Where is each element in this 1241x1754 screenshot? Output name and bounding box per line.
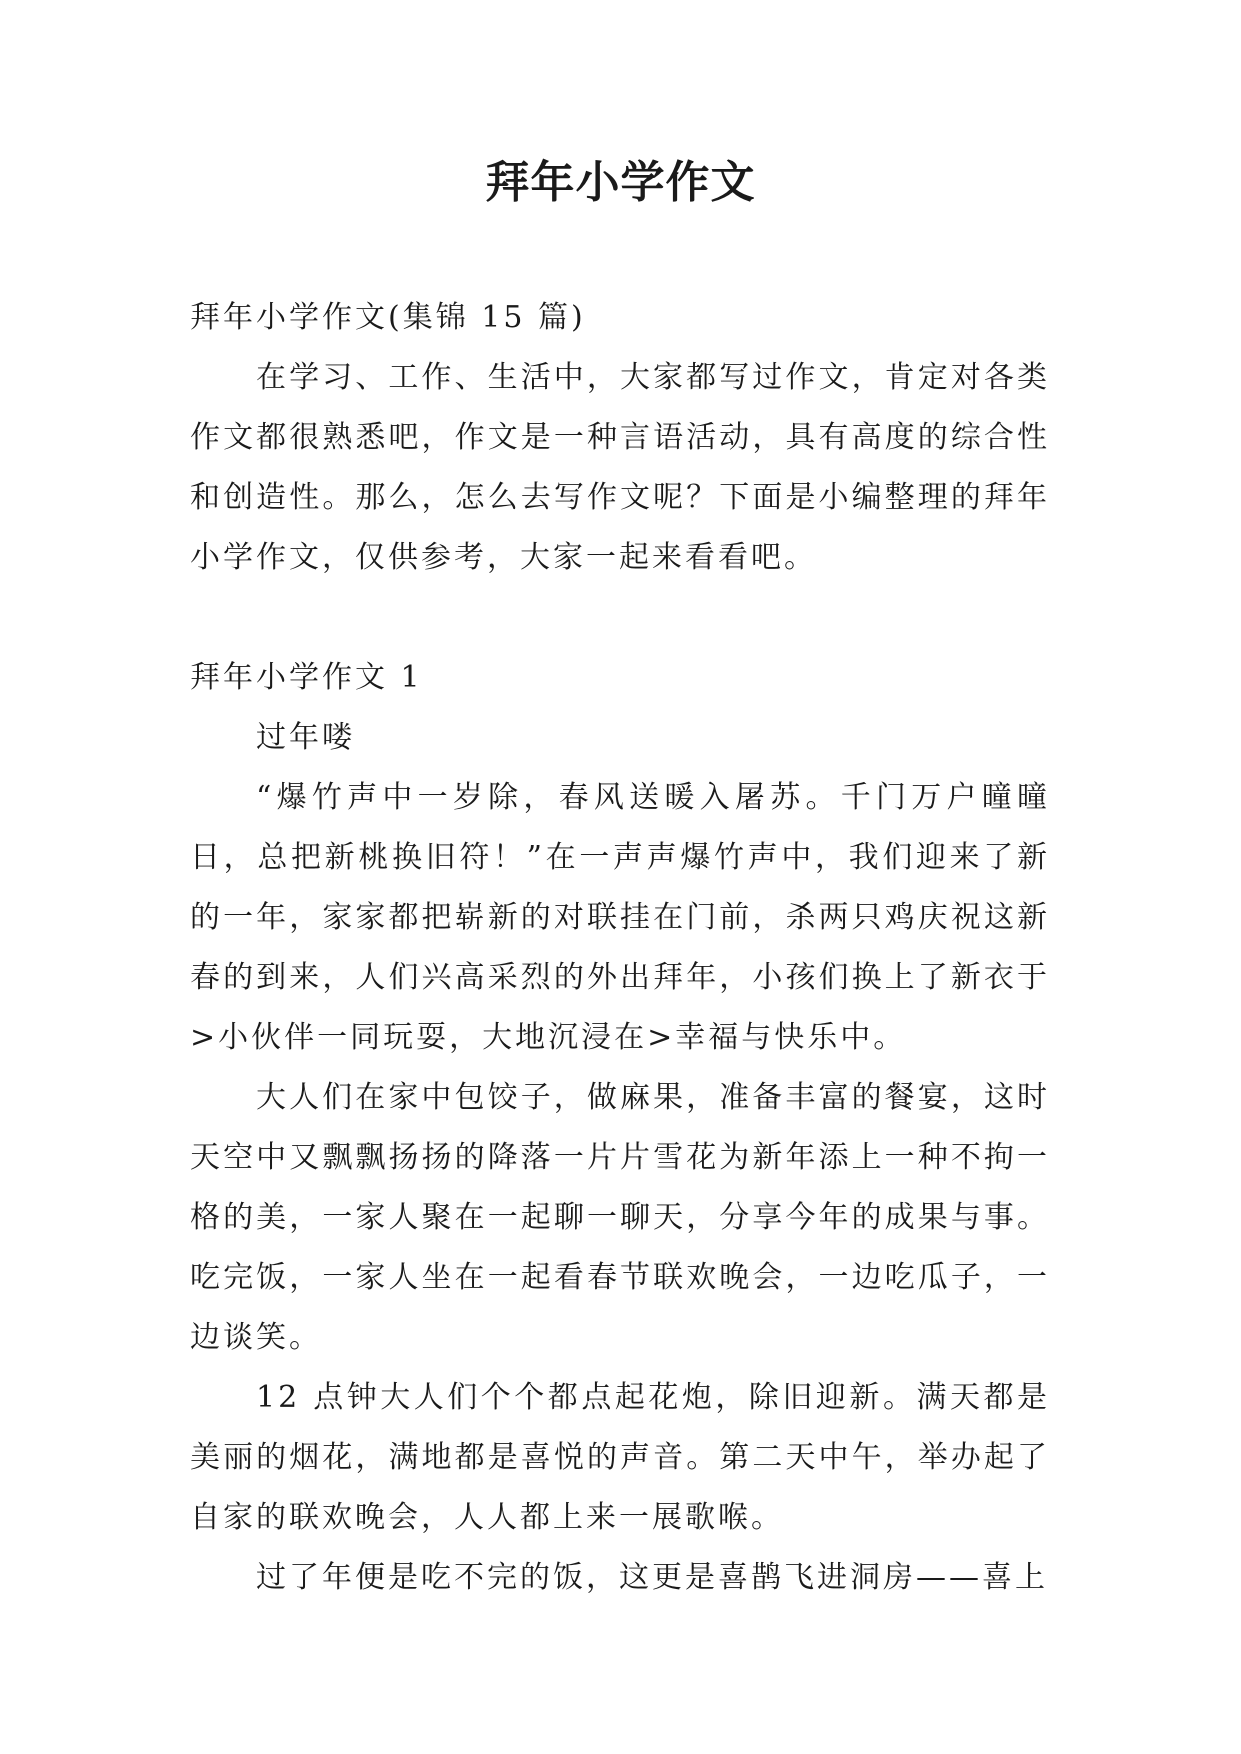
essay-paragraph: 大人们在家中包饺子，做麻果，准备丰富的餐宴，这时天空中又飘飘扬扬的降落一片片雪花为新年添上一种不拘一格的美，一家人聚在一起聊一聊天，分享今年的成果与事。吃完饭，一家人坐在一起看春节联欢晚会，一边吃瓜子，一边谈笑。 bbox=[190, 1080, 1050, 1355]
document-body bbox=[190, 288, 1050, 1608]
essay-subtitle: 过年喽 bbox=[256, 720, 355, 755]
collection-heading: 拜年小学作文(集锦 15 篇) bbox=[190, 300, 586, 335]
essay-paragraph: “爆竹声中一岁除，春风送暖入屠苏。千门万户曈曈日，总把新桃换旧符！”在一声声爆竹声中，我们迎来了新的一年，家家都把崭新的对联挂在门前，杀两只鸡庆祝这新春的到来，人们兴高采烈的外出拜年，小孩们换上了新衣于>小伙伴一同玩耍，大地沉浸在>幸福与快乐中。 bbox=[190, 780, 1050, 1055]
essay-paragraph: 12 点钟大人们个个都点起花炮，除旧迎新。满天都是美丽的烟花，满地都是喜悦的声音。第二天中午，举办起了自家的联欢晚会，人人都上来一展歌喉。 bbox=[190, 1380, 1050, 1535]
intro-paragraph: 在学习、工作、生活中，大家都写过作文，肯定对各类作文都很熟悉吧，作文是一种言语活动，具有高度的综合性和创造性。那么，怎么去写作文呢？下面是小编整理的拜年小学作文，仅供参考，大家一起来看看吧。 bbox=[190, 360, 1050, 575]
essay-paragraph: 过了年便是吃不完的饭，这更是喜鹊飞进洞房——喜上 bbox=[256, 1560, 1048, 1595]
section-heading: 拜年小学作文 1 bbox=[190, 660, 423, 695]
document-title: 拜年小学作文 bbox=[485, 157, 756, 208]
